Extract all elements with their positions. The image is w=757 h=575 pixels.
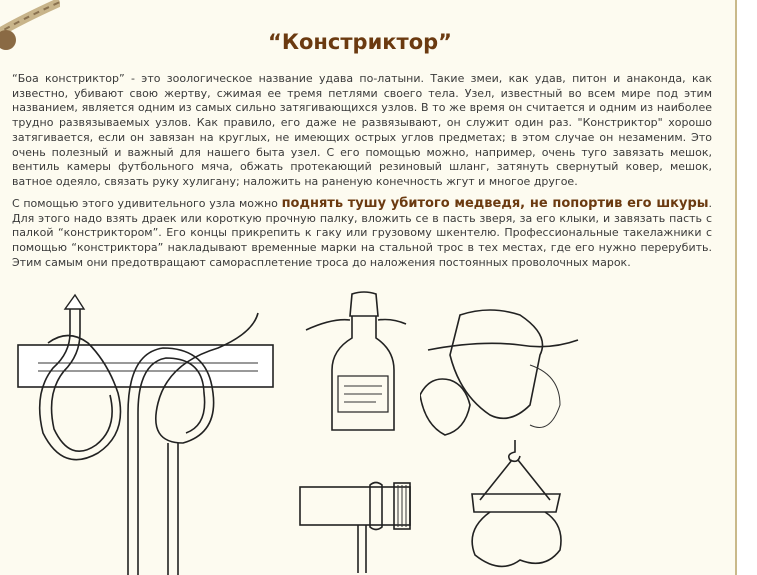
knot-tying-illustration xyxy=(8,293,290,575)
sack-knot-illustration xyxy=(420,295,580,455)
paragraph-intro: “Боа констриктор” - это зоологическое название удава по-латыни. Такие змеи, как удав, питон и анаконда, как известно, убивают свою жертву, сжимая ее тремя петлями своего тела. Узел, известный во всем мире под этим названием, является одним из самых сильно затягивающихся узлов. В то же время он считается и одним из наиболее трудно развязываемых узлов. Как правило, его даже не развязывают, он служит один раз. "Констриктор" хорошо затягивается, если он завязан на круглых, не имеющих острых углов предметах; в этом случае он незаменим. Это очень полезный и важный для нашего быта узел. С его помощью можно, например, очень туго завязать мешок, вентиль камеры футбольного мяча, обжать протекающий резиновый шланг, затянуть свернутый ковер, мешок, ватное одеяло, связать руку хулигану; наложить на раненую конечность жгут и многое другое. xyxy=(12,72,712,188)
paragraph-uses-end: . Для этого надо взять драек или короткую прочную палку, вложить се в пасть зверя, за его клыки, и завязать пасть с палкой “констриктором”. Его концы прикрепить к гаку или грузовому шкентелю. Профессиональные такелажники с помощью “констриктора” накладывают временные марки на стальной трос в тех местах, где его нужно перерубить. Этим самым они предотвращают саморасплетение троса до наложения постоянных проволочных марок. xyxy=(12,197,712,269)
hanging-sack-illustration xyxy=(460,440,580,575)
pipe-knot-illustration xyxy=(298,465,438,575)
paragraph-uses xyxy=(12,197,712,271)
highlighted-phrase: поднять тушу убитого медведя, не попортив его шкуры xyxy=(281,196,709,211)
page-title: “Констриктор” xyxy=(268,30,452,54)
bottle-knot-illustration xyxy=(302,290,412,440)
page-border xyxy=(735,0,737,575)
paragraph-uses-start: С помощью этого удивительного узла можно xyxy=(12,197,282,210)
